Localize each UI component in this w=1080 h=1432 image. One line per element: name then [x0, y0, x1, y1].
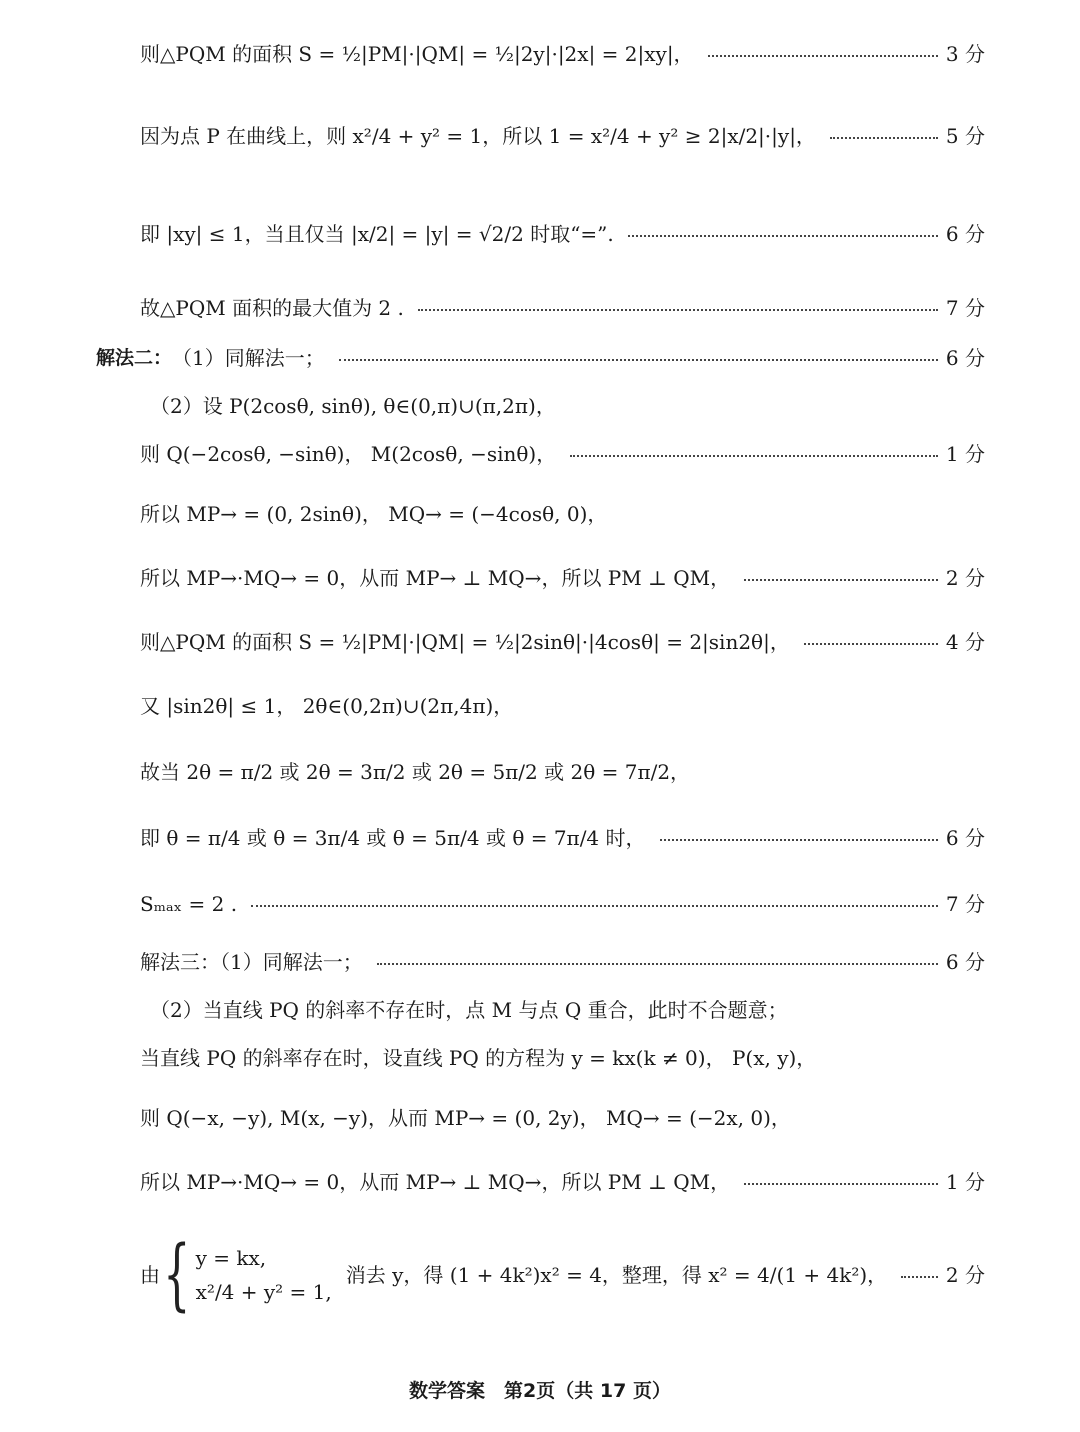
score-label: 1 分: [945, 1170, 985, 1194]
solution-line: [140, 694, 985, 718]
solution-line: [140, 826, 985, 850]
line-text: 所以 MP→·MQ→ = 0，从而 MP→ ⊥ MQ→，所以 PM ⊥ QM，: [140, 566, 731, 590]
page-footer: 数学答案 第2页（共 17 页）: [409, 1380, 671, 1402]
dot-leader: [744, 579, 938, 581]
left-brace-icon: {: [163, 1230, 191, 1320]
dot-leader: [377, 963, 938, 965]
score-label: 6 分: [945, 346, 985, 370]
line-text: 故当 2θ = π/2 或 2θ = 3π/2 或 2θ = 5π/2 或 2θ = 7π/2，: [140, 760, 691, 784]
line-text: 则 Q(−2cosθ, −sinθ)， M(2cosθ, −sinθ)，: [140, 442, 557, 466]
line-text: 故△PQM 面积的最大值为 2 .: [140, 296, 404, 320]
solution-line: [96, 346, 985, 370]
method-label: 解法二：: [96, 346, 173, 369]
solution-line: [150, 394, 985, 418]
solution-line: [140, 1170, 985, 1194]
score-label: 2 分: [945, 566, 985, 590]
line-text: 即 |xy| ≤ 1，当且仅当 |x/2| = |y| = √2/2 时取“=”.: [140, 222, 614, 246]
dot-leader: [744, 1183, 938, 1185]
line-text: （1）同解法一；: [172, 346, 325, 370]
solution-line: [140, 892, 985, 916]
solution-line: [140, 566, 985, 590]
line-text: （2）设 P(2cosθ, sinθ), θ∈(0,π)∪(π,2π)，: [150, 394, 556, 418]
score-label: 5 分: [945, 124, 985, 148]
solution-line: [140, 1106, 985, 1130]
line-text: 解法三：（1）同解法一；: [140, 950, 363, 974]
line-text: 所以 MP→ = (0, 2sinθ)， MQ→ = (−4cosθ, 0)，: [140, 502, 608, 526]
line-text: （2）当直线 PQ 的斜率不存在时，点 M 与点 Q 重合，此时不合题意；: [150, 998, 788, 1022]
solution-line: [140, 222, 985, 246]
dot-leader: [660, 839, 938, 841]
line-text: 消去 y，得 (1 + 4k²)x² = 4，整理，得 x² = 4/(1 + 4k²)，: [345, 1263, 888, 1287]
score-label: 3 分: [945, 42, 985, 66]
score-label: 7 分: [945, 296, 985, 320]
system-equation-1: y = kx,: [195, 1246, 267, 1270]
line-text: 即 θ = π/4 或 θ = 3π/4 或 θ = 5π/4 或 θ = 7π/4 时，: [140, 826, 646, 850]
line-text: 又 |sin2θ| ≤ 1， 2θ∈(0,2π)∪(2π,4π)，: [140, 694, 514, 718]
dot-leader: [570, 455, 938, 457]
dot-leader: [251, 905, 938, 907]
line-text: Sₘₐₓ = 2 .: [140, 892, 238, 916]
line-text: 当直线 PQ 的斜率存在时，设直线 PQ 的方程为 y = kx(k ≠ 0)， P(x, y)，: [140, 1046, 817, 1070]
system-equations: [196, 1246, 332, 1304]
score-label: 6 分: [945, 826, 985, 850]
solution-line: [140, 760, 985, 784]
dot-leader: [830, 137, 938, 139]
system-equation-2: x²/4 + y² = 1,: [195, 1280, 332, 1304]
equation-system-line: [140, 1230, 985, 1320]
solution-line: [140, 1046, 985, 1070]
score-label: 1 分: [945, 442, 985, 466]
line-text: 所以 MP→·MQ→ = 0，从而 MP→ ⊥ MQ→，所以 PM ⊥ QM，: [140, 1170, 731, 1194]
solution-line: [140, 630, 985, 654]
solution-line: [140, 502, 985, 526]
score-label: 2 分: [945, 1263, 985, 1287]
line-text: 则△PQM 的面积 S = ½|PM|·|QM| = ½|2sinθ|·|4cosθ| = 2|sin2θ|，: [140, 630, 790, 654]
solution-line: [140, 442, 985, 466]
line-text: 则△PQM 的面积 S = ½|PM|·|QM| = ½|2y|·|2x| = 2|xy|，: [140, 42, 694, 66]
dot-leader: [628, 235, 938, 237]
dot-leader: [339, 359, 938, 361]
line-text: 则 Q(−x, −y), M(x, −y)，从而 MP→ = (0, 2y)， MQ→ = (−2x, 0)，: [140, 1106, 791, 1130]
solution-line: [140, 950, 985, 974]
score-label: 4 分: [945, 630, 985, 654]
dot-leader: [804, 643, 938, 645]
solution-line: [140, 296, 985, 320]
dot-leader: [708, 55, 938, 57]
equation-system: [140, 1230, 332, 1320]
line-text: 因为点 P 在曲线上，则 x²/4 + y² = 1，所以 1 = x²/4 + y² ≥ 2|x/2|·|y|，: [140, 124, 816, 148]
solution-line: [140, 42, 985, 66]
score-label: 6 分: [945, 222, 985, 246]
score-label: 6 分: [945, 950, 985, 974]
dot-leader: [418, 309, 938, 311]
solution-line: [150, 998, 985, 1022]
dot-leader: [901, 1276, 938, 1278]
solution-line: [140, 124, 985, 148]
system-prefix: 由: [140, 1263, 160, 1287]
score-label: 7 分: [945, 892, 985, 916]
